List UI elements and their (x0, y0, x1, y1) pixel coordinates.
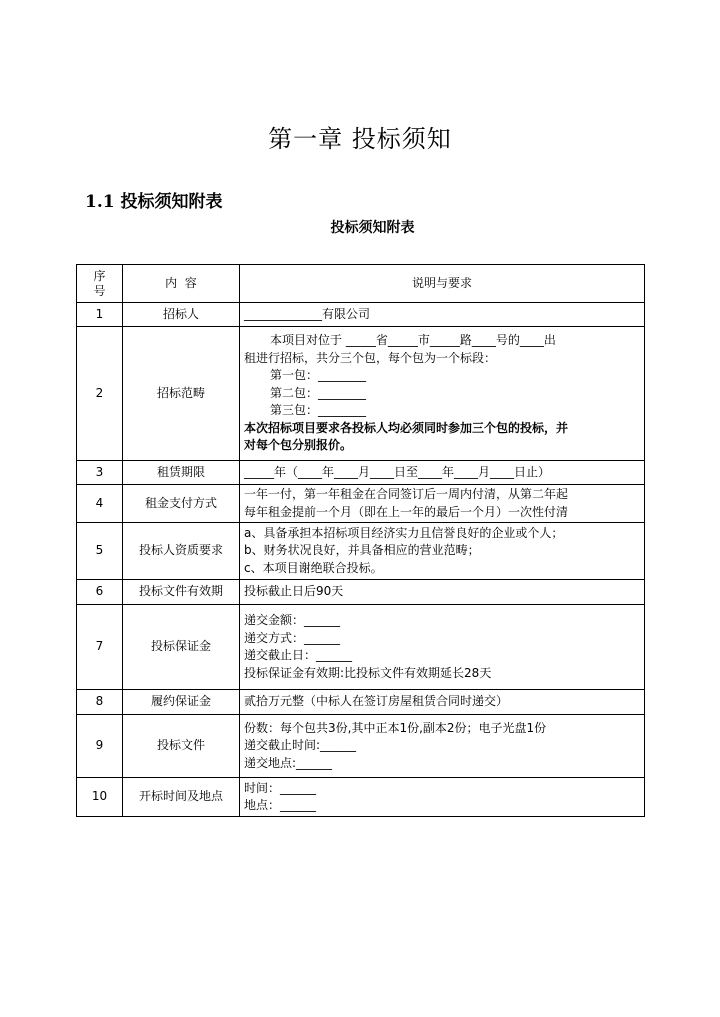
header-num-cell (77, 265, 123, 303)
desc-line: 一年一付，第一年租金在合同签订后一周内付清，从第二年起 (244, 487, 569, 501)
desc-line: 每年租金提前一个月（即在上一年的最后一个月）一次性付清 (244, 504, 569, 519)
row-desc (240, 523, 645, 580)
row-item: 招标人 (123, 303, 240, 327)
row-num: 5 (77, 523, 123, 580)
row-num: 10 (77, 778, 123, 817)
row-item: 租金支付方式 (123, 485, 240, 523)
header-num-line2: 号 (93, 283, 106, 298)
table-row (77, 303, 645, 327)
appendix-table (76, 264, 645, 817)
row-desc (240, 327, 645, 461)
row-desc (240, 580, 645, 605)
row-desc (240, 778, 645, 817)
desc-line: 本项目对位于 _____省_____市_____路____号的____出 (270, 333, 556, 348)
row-num: 1 (77, 303, 123, 327)
row-num: 9 (77, 715, 123, 778)
table-row (77, 523, 645, 580)
header-item-cell: 内 容 (123, 265, 240, 303)
row-num: 6 (77, 580, 123, 605)
table-row (77, 461, 645, 485)
desc-line: 递交截止日：______ (244, 648, 353, 662)
row-num: 7 (77, 605, 123, 690)
table-row (77, 580, 645, 605)
row-item: 租赁期限 (123, 461, 240, 485)
desc-line: c、本项目谢绝联合投标。 (244, 560, 383, 575)
row-num: 2 (77, 327, 123, 461)
desc-line: b、财务状况良好，并具备相应的营业范畴； (244, 543, 480, 558)
row-item: 开标时间及地点 (123, 778, 240, 817)
desc-line: 贰拾万元整（中标人在签订房屋租赁合同时递交） (244, 694, 509, 709)
desc-line: 投标保证金有效期:比投标文件有效期延长28天 (244, 665, 492, 680)
row-item: 招标范畴 (123, 327, 240, 461)
row-item: 投标文件 (123, 715, 240, 778)
row-num: 4 (77, 485, 123, 523)
row-num: 8 (77, 690, 123, 715)
row-item: 履约保证金 (123, 690, 240, 715)
desc-line: 递交金额：______ (244, 613, 341, 627)
table-row (77, 715, 645, 778)
row-desc (240, 605, 645, 690)
desc-line: 递交方式：______ (244, 630, 341, 645)
desc-line: a、具备承担本招标项目经济实力且信誉良好的企业或个人； (244, 525, 564, 540)
row-item: 投标保证金 (123, 605, 240, 690)
desc-line: 递交地点:______ (244, 755, 333, 770)
table-row (77, 327, 645, 461)
table-row (77, 605, 645, 690)
desc-line: _____________有限公司 (244, 306, 371, 321)
table-row (77, 690, 645, 715)
header-desc-cell: 说明与要求 (240, 265, 645, 303)
table-row (77, 485, 645, 523)
row-item: 投标文件有效期 (123, 580, 240, 605)
desc-line: 第二包：________ (270, 385, 367, 400)
header-num-line1: 序 (93, 268, 106, 283)
desc-line: 递交截止时间:______ (244, 738, 357, 753)
chapter-title: 第一章 投标须知 (268, 125, 452, 153)
desc-line: 本次招标项目要求各投标人均必须同时参加三个包的投标，并 (244, 420, 569, 435)
desc-line: 投标截止日后90天 (244, 584, 344, 599)
section-heading: 1.1 投标须知附表 (85, 192, 223, 212)
desc-line: 时间：______ (244, 780, 317, 795)
desc-line: _____年（____年____月____日至____年____月____日止） (244, 464, 551, 479)
table-header-row (77, 265, 645, 303)
row-desc (240, 715, 645, 778)
row-desc (240, 461, 645, 485)
desc-line: 第三包：________ (270, 403, 367, 418)
desc-line: 对每个包分别报价。 (244, 438, 353, 453)
table-caption: 投标须知附表 (330, 220, 415, 236)
row-desc (240, 303, 645, 327)
row-num: 3 (77, 461, 123, 485)
desc-line: 份数：每个包共3份,其中正本1份,副本2份；电子光盘1份 (244, 720, 547, 735)
desc-line: 第一包：________ (270, 368, 367, 383)
row-item: 投标人资质要求 (123, 523, 240, 580)
table-row (77, 778, 645, 817)
row-desc (240, 485, 645, 523)
desc-line: 租进行招标，共分三个包，每个包为一个标段： (244, 350, 497, 365)
desc-line: 地点：______ (244, 798, 317, 812)
row-desc (240, 690, 645, 715)
